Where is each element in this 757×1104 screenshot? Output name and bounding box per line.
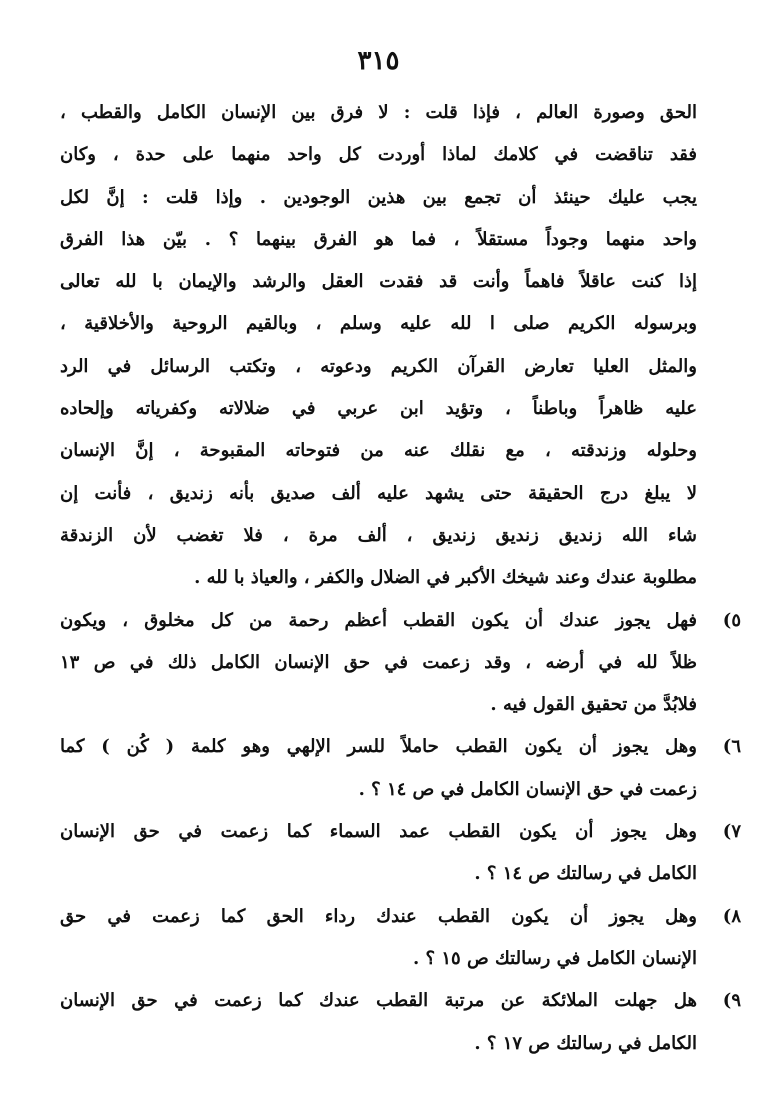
- text-line: والمثل العليا تعارض القرآن الكريم ودعوته ، وتكتب الرسائل في الرد: [60, 355, 697, 377]
- text-line: وبرسوله الكريم صلى ا لله عليه وسلم ، وبالقيم الروحية والأخلاقية ،: [60, 313, 697, 335]
- text-line: زعمت في حق الإنسان الكامل في ص ١٤ ؟ .: [358, 778, 697, 800]
- numbered-item-7: [60, 811, 741, 896]
- numbered-item-9: [60, 980, 741, 1065]
- numbered-item-6: [60, 726, 741, 811]
- item-number: ٧): [722, 821, 741, 843]
- text-line: الكامل في رسالتك ص ١٧ ؟ .: [474, 1032, 697, 1054]
- text-line: وحلوله وزندقته ، مع نقلك عنه من فتوحاته المقبوحة ، إنَّ الإنسان: [60, 440, 697, 462]
- numbered-item-5: [60, 600, 741, 727]
- text-line: شاء الله زنديق زنديق زنديق ، ألف مرة ، فلا تغضب لأن الزندقة: [60, 524, 697, 546]
- text-line: فلابُدَّ من تحقيق القول فيه .: [490, 694, 697, 716]
- text-line: وهل يجوز أن يكون القطب حاملاً للسر الإلهي وهو كلمة ( كُن ) كما: [60, 736, 697, 758]
- text-line: يجب عليك حينئذ أن تجمع بين هذين الوجودين . وإذا قلت : إنَّ لكل: [60, 186, 697, 208]
- text-line: الإنسان الكامل في رسالتك ص ١٥ ؟ .: [413, 947, 697, 969]
- page-number: ٣١٥: [357, 46, 400, 76]
- item-number: ٥): [722, 609, 741, 631]
- item-number: ٨): [722, 905, 741, 927]
- intro-paragraph: [60, 92, 697, 600]
- text-line: واحد منهما وجوداً مستقلاً ، فما هو الفرق بينهما ؟ . بيّن هذا الفرق: [60, 228, 697, 250]
- text-line: فهل يجوز عندك أن يكون القطب أعظم رحمة من كل مخلوق ، ويكون: [60, 609, 697, 631]
- text-line: الحق وصورة العالم ، فإذا قلت : لا فرق بين الإنسان الكامل والقطب ،: [60, 102, 697, 123]
- text-line: وهل يجوز أن يكون القطب عندك رداء الحق كما زعمت في حق: [60, 905, 697, 927]
- text-line: عليه ظاهراً وباطناً ، وتؤيد ابن عربي في ضلالاته وكفرياته وإلحاده: [60, 398, 697, 420]
- text-line: وهل يجوز أن يكون القطب عمد السماء كما زعمت في حق الإنسان: [60, 821, 697, 843]
- numbered-item-8: [60, 896, 741, 981]
- item-number: ٩): [722, 990, 741, 1012]
- item-number: ٦): [722, 736, 741, 758]
- text-line: لا يبلغ درج الحقيقة حتى يشهد عليه ألف صديق بأنه زنديق ، فأنت إن: [60, 482, 697, 504]
- text-line: فقد تناقضت في كلامك لماذا أوردت كل واحد منهما على حدة ، وكان: [60, 144, 697, 166]
- text-line: ظلاً لله في أرضه ، وقد زعمت في حق الإنسان الكامل ذلك في ص ١٣: [60, 651, 697, 673]
- text-line: هل جهلت الملائكة عن مرتبة القطب عندك كما زعمت في حق الإنسان: [60, 990, 697, 1012]
- text-line: إذا كنت عاقلاً فاهماً وأنت قد فقدت العقل والرشد والإيمان با لله تعالى: [60, 271, 697, 293]
- text-line: الكامل في رسالتك ص ١٤ ؟ .: [474, 863, 697, 885]
- text-line: مطلوبة عندك وعند شيخك الأكبر في الضلال والكفر ، والعياذ با لله .: [194, 567, 697, 589]
